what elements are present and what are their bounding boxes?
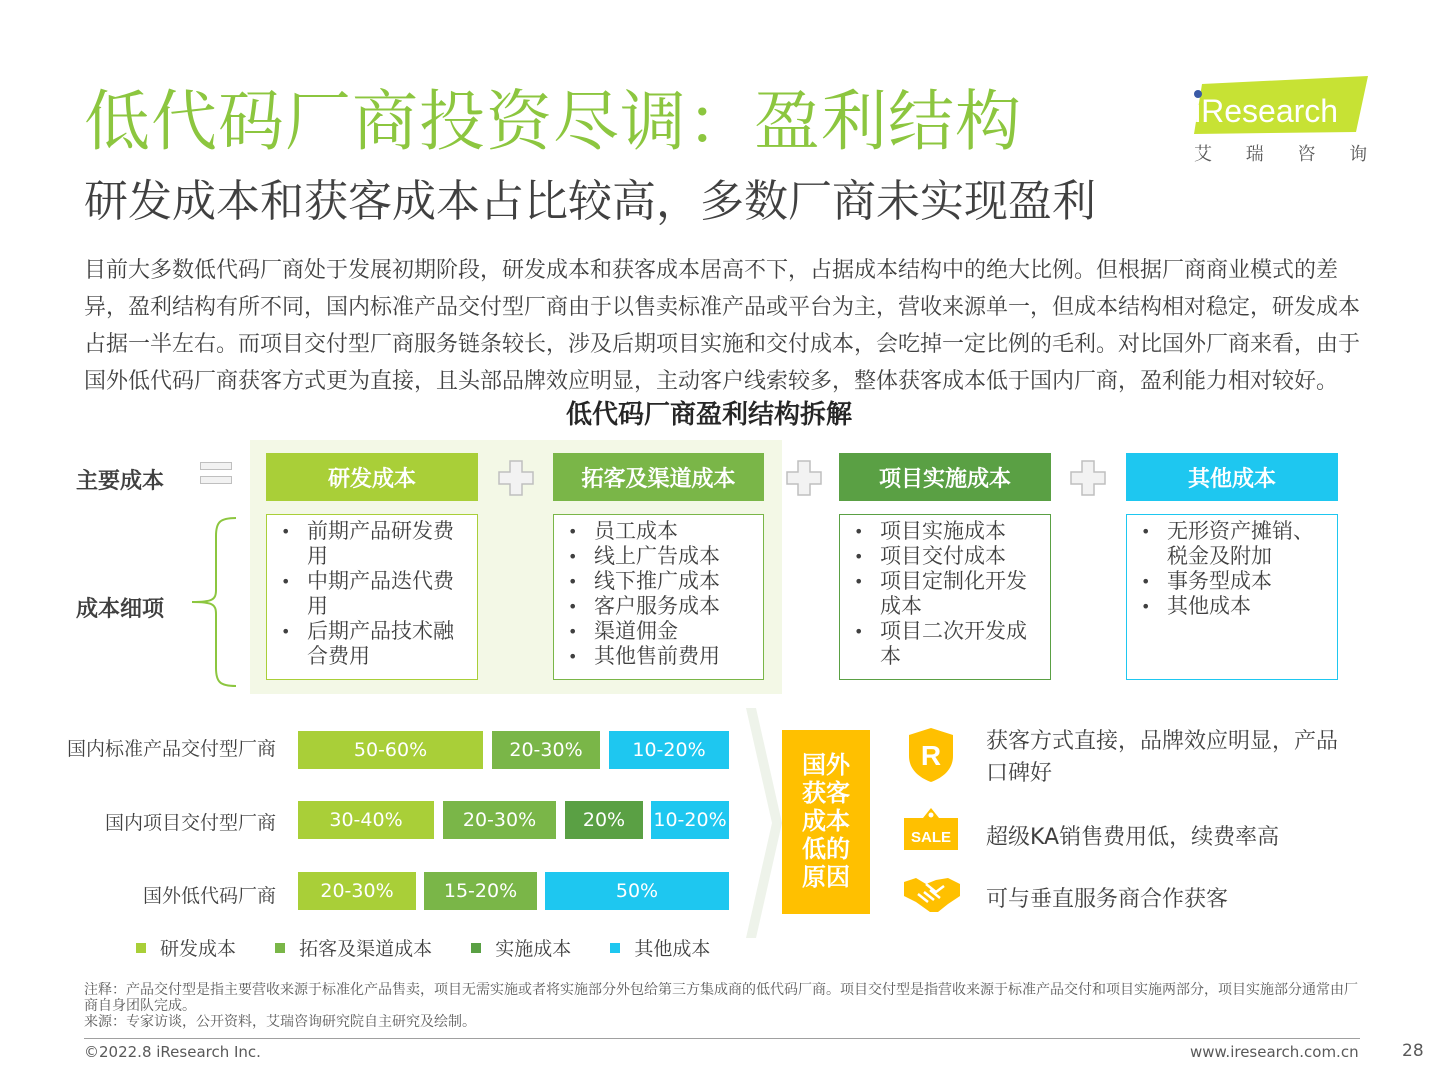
reason-text: 可与垂直服务商合作获客 [986,887,1229,912]
bar-segment: 20-30% [492,731,600,769]
bar-segment: 30-40% [298,801,434,839]
page-subtitle: 研发成本和获客成本占比较高，多数厂商未实现盈利 [84,176,1096,227]
chart-legend [136,934,744,961]
legend-swatch [136,943,146,953]
list-item: • 其他成本 [1167,594,1327,619]
chevron-arrow-icon [746,708,782,938]
legend-item: 实施成本 [471,934,571,961]
legend-swatch [471,943,481,953]
bar-segment: 20-30% [298,872,416,910]
list-item: • 线下推广成本 [594,569,753,594]
legend-swatch [275,943,285,953]
list-item: • 项目二次开发成本 [880,619,1040,669]
note-text: 注释：产品交付型是指主要营收来源于标准化产品售卖，项目无需实施或者将实施部分外包给第三方集成商的低代码厂商。项目交付型是指营收来源于标准产品交付和项目实施两部分，项目实施部分通常由厂商自身团队完成。 [84,982,1358,1014]
svg-text:SALE: SALE [910,829,952,846]
bar-segment: 50-60% [298,731,483,769]
list-item: • 无形资产摊销、税金及附加 [1167,519,1327,569]
category-rd-header: 研发成本 [266,453,478,501]
notes [84,982,1370,1030]
logo-text: iResearch [1194,93,1339,129]
cost-structure-chart [0,0,760,1000]
legend-item: 研发成本 [136,934,236,961]
source-text: 来源：专家访谈，公开资料，艾瑞咨询研究院自主研究及绘制。 [84,1014,476,1030]
reason-text: 获客方式直接，品牌效应明显，产品口碑好 [986,729,1339,786]
category-implementation-details [839,514,1051,680]
website-link[interactable]: www.iresearch.com.cn [1190,1043,1359,1061]
list-item: • 后期产品技术融合费用 [307,619,467,669]
row-label-cost-detail: 成本细项 [76,597,165,622]
legend-item: 拓客及渠道成本 [275,934,432,961]
iresearch-logo [1188,76,1372,168]
bar-segment: 50% [545,872,729,910]
bar-segment: 10-20% [651,801,729,839]
bar-segment: 20-30% [443,801,556,839]
svg-text:R: R [920,740,942,771]
reason-text: 超级KA销售费用低，续费率高 [986,825,1280,850]
legend-item: 其他成本 [610,934,710,961]
page-number: 28 [1402,1041,1424,1061]
intro-paragraph: 目前大多数低代码厂商处于发展初期阶段，研发成本和获客成本居高不下，占据成本结构中的绝大比例。但根据厂商商业模式的差异，盈利结构有所不同，国内标准产品交付型厂商由于以售卖标准产品或平台为主，营收来源单一，但成本结构相对稳定，研发成本占据一半左右。而项目交付型厂商服务链条较长，涉及后期项目实施和交付成本，会吃掉一定比例的毛利。对比国外厂商来看，由于国外低代码厂商获客方式更为直接，且头部品牌效应明显，主动客户线索较多，整体获客成本低于国内厂商，盈利能力相对较好。 [84,258,1361,394]
sale-tag-icon [902,806,960,852]
list-item: • 前期产品研发费用 [307,519,467,569]
category-acquisition-header: 拓客及渠道成本 [553,453,764,501]
footer-divider [84,1038,1360,1039]
handshake-icon [902,874,962,916]
bar-segment: 20% [565,801,643,839]
r-shield-icon [906,726,956,784]
bar-segment: 15-20% [424,872,537,910]
row-label-main-cost: 主要成本 [76,469,165,494]
list-item: • 员工成本 [594,519,753,544]
list-item: • 项目交付成本 [880,544,1040,569]
list-item: • 事务型成本 [1167,569,1327,594]
chart-category-label: 国内标准产品交付型厂商 [66,738,276,760]
list-item: • 其他售前费用 [594,644,753,669]
list-item: • 项目定制化开发成本 [880,569,1040,619]
copyright: ©2022.8 iResearch Inc. [84,1043,261,1061]
legend-swatch [610,943,620,953]
reason-label-box: 国外获客成本低的原因 [782,730,870,914]
bar-segment: 10-20% [609,731,729,769]
diagram-title: 低代码厂商盈利结构拆解 [566,400,853,430]
list-item: • 项目实施成本 [880,519,1040,544]
category-other-header: 其他成本 [1126,453,1338,501]
chart-category-label: 国外低代码厂商 [142,885,276,907]
plus-icon [1070,460,1106,496]
list-item: • 线上广告成本 [594,544,753,569]
list-item: • 中期产品迭代费用 [307,569,467,619]
chart-category-label: 国内项目交付型厂商 [104,812,276,834]
list-item: • 渠道佣金 [594,619,753,644]
page-title: 低代码厂商投资尽调：盈利结构 [84,83,1022,160]
list-item: • 客户服务成本 [594,594,753,619]
category-implementation-header: 项目实施成本 [839,453,1051,501]
plus-icon [786,460,822,496]
logo-cn: 艾 瑞 咨 询 [1194,144,1372,165]
category-other-details [1126,514,1338,680]
